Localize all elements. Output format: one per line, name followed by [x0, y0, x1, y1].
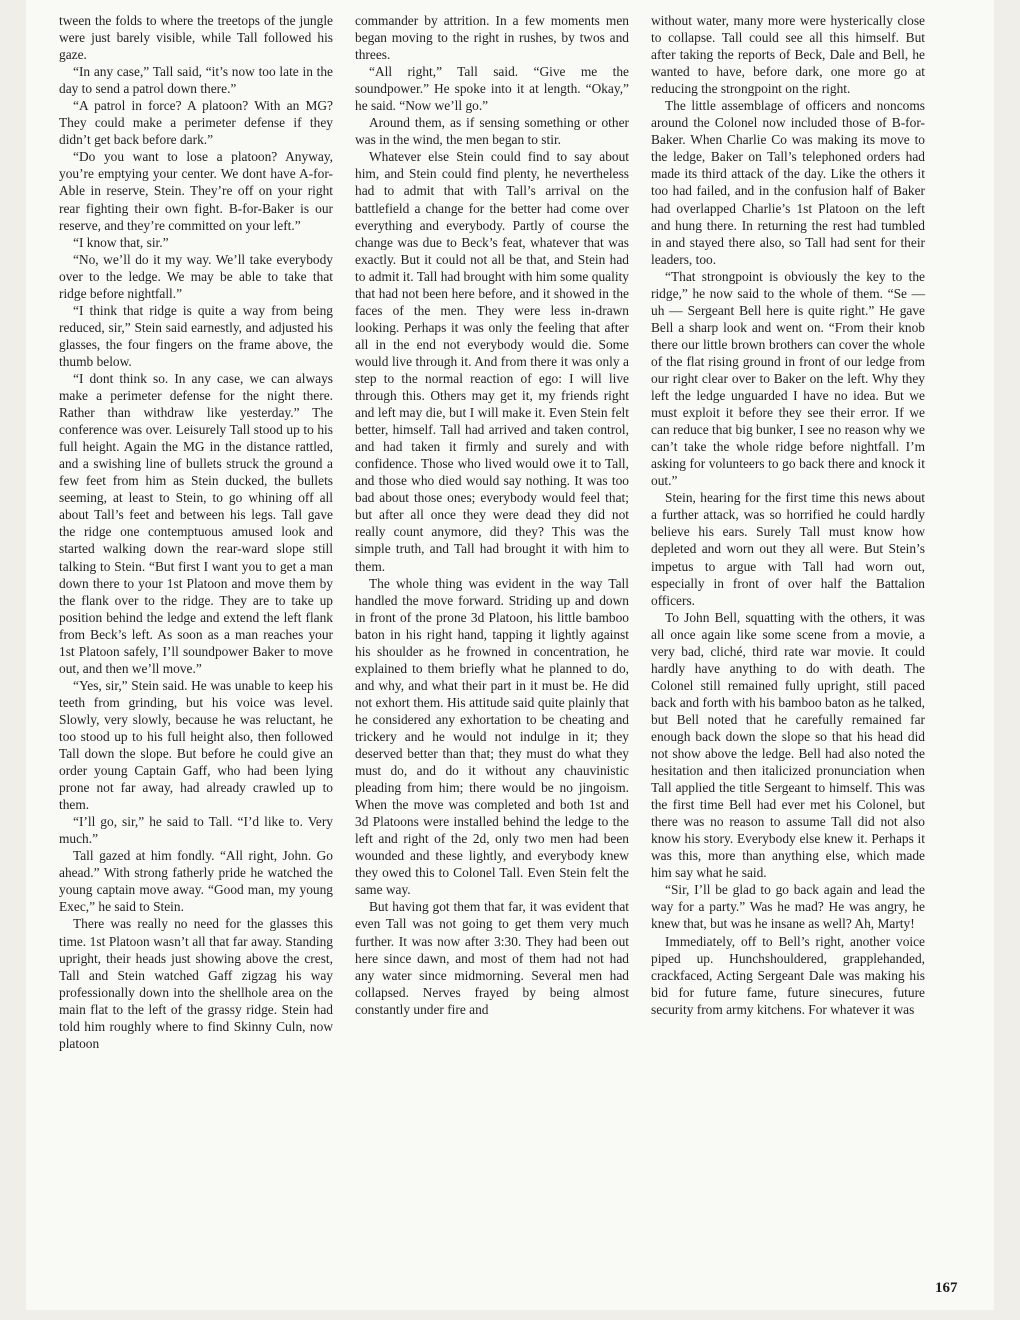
- paragraph: Whatever else Stein could find to say about him, and Stein could find plenty, he nevertheless had to admit that with Tall’s arrival on the battlefield a change for the better had come over everything and everybody. Partly of course the change was due to Beck’s feat, whatever that was exactly. But it could not all be that, and Stein had to admit it. Tall had brought with him some quality that had not been here before, and it showed in the faces of the men. They were less in-drawn looking. Perhaps it was only the feeling that after all in the end not everybody would die. Some would live through it. And from there it was only a step to the normal reaction of ego: I will live through this. Others may get it, my friends right and left may die, but I will make it. Even Stein felt better, himself. Tall had arrived and taken control, and had taken it firmly and surely and with confidence. Those who lived would owe it to Tall, and those who died would say nothing. It was too bad about those ones; everybody would feel that; but after all once they were dead they did not really count anymore, did they? This was the simple truth, and Tall had brought it with him to them.: [355, 149, 629, 574]
- paragraph: But having got them that far, it was evident that even Tall was not going to get them very much further. It was now after 3:30. They had been out here since dawn, and most of them had not had any water since midmorning. Several men had collapsed. Nerves frayed by being almost constantly under fire and: [355, 899, 629, 1017]
- paragraph: “I dont think so. In any case, we can always make a perimeter defense for the night there. Rather than withdraw like yesterday.” The conference was over. Leisurely Tall stood up to his full height. Again the MG in the distance rattled, and a swishing line of bullets struck the ground a few feet from him as Stein ducked, the bullets seeming, at least to Stein, to go whining off all about Tall’s feet and between his legs. Tall gave the ridge one contemptuous amused look and started walking down the rear-ward slope still talking to Stein. “But first I want you to get a man down there to your 1st Platoon and move them by the flank over to the ridge. They are to take up position behind the ledge and extend the left flank from Beck’s left. As soon as a man reaches your 1st Platoon safely, I’ll soundpower Baker to move out, and then we’ll move.”: [59, 370, 333, 676]
- paragraph: “In any case,” Tall said, “it’s now too late in the day to send a patrol down there.”: [59, 64, 333, 97]
- paragraph: There was really no need for the glasses this time. 1st Platoon wasn’t all that far away. Standing upright, their heads just showing above the crest, Tall and Stein watched Gaff zigzag his way professionally down into the shellhole area on the main flat to the left of the grassy ridge. Stein had told him roughly where to find Skinny Culn, now platoon: [59, 916, 333, 1051]
- paragraph: “Do you want to lose a platoon? Anyway, you’re emptying your center. We dont have A-for-Able in reserve, Stein. They’re off on your right rear fighting their own fight. B-for-Baker is our reserve, and they’re committed on your left.”: [59, 149, 333, 233]
- page-number: 167: [935, 1280, 958, 1296]
- paragraph: Around them, as if sensing something or other was in the wind, the men began to stir.: [355, 115, 629, 148]
- paragraph: Immediately, off to Bell’s right, another voice piped up. Hunchshouldered, grapplehanded, crackfaced, Acting Sergeant Dale was making his bid for future fame, future sinecures, future security from army kitchens. For whatever it was: [651, 933, 925, 1017]
- paragraph: “All right,” Tall said. “Give me the soundpower.” He spoke into it at length. “Okay,” he said. “Now we’ll go.”: [355, 64, 629, 114]
- text-column-2: [355, 12, 629, 1018]
- paragraph: “A patrol in force? A platoon? With an MG? They could make a perimeter defense if they didn’t get back before dark.”: [59, 98, 333, 148]
- text-column-3: [651, 12, 925, 1018]
- paragraph: “I’ll go, sir,” he said to Tall. “I’d like to. Very much.”: [59, 814, 333, 847]
- paragraph: The whole thing was evident in the way Tall handled the move forward. Striding up and down in front of the prone 3d Platoon, his little bamboo baton in his right hand, tapping it lightly against his shoulder as he frowned in concentration, he explained to them briefly what he planned to do, and why, and what their part in it must be. He did not exhort them. His attitude said quite plainly that he considered any exhortation to be cheating and trickery and he would not indulge in it; they deserved better than that; they must do what they must do, and do it without any chauvinistic pleading from him; there would be no jingoism. When the move was completed and both 1st and 3d Platoons were installed behind the ledge to the left and right of the 2d, only two men had been wounded and these lightly, and everybody knew they owed this to Colonel Tall. Even Stein felt the same way.: [355, 575, 629, 898]
- paragraph: without water, many more were hysterically close to collapse. Tall could see all this himself. But after taking the reports of Beck, Dale and Bell, he wanted to have, before dark, one more go at reducing the strongpoint on the right.: [651, 13, 925, 97]
- paragraph: Tall gazed at him fondly. “All right, John. Go ahead.” With strong fatherly pride he watched the young captain move away. “Good man, my young Exec,” he said to Stein.: [59, 848, 333, 915]
- paragraph: “I think that ridge is quite a way from being reduced, sir,” Stein said earnestly, and adjusted his glasses, the four fingers on the frame above, the thumb below.: [59, 302, 333, 369]
- paragraph: “I know that, sir.”: [73, 234, 169, 250]
- paragraph: commander by attrition. In a few moments men began moving to the right in rushes, by twos and threes.: [355, 13, 629, 63]
- paragraph: The little assemblage of officers and noncoms around the Colonel now included those of B-for-Baker. When Charlie Co was making its move to the ledge, Baker on Tall’s telephoned orders had made its third attack of the day. Like the others it too had failed, and in the confusion half of Baker had overlapped Charlie’s 1st Platoon on the left and hung there. In returning the rest had tumbled in and stayed there also, so Tall had sent for their leaders, too.: [651, 98, 925, 267]
- paragraph: tween the folds to where the treetops of the jungle were just barely visible, while Tall followed his gaze.: [59, 13, 333, 63]
- paragraph: “Yes, sir,” Stein said. He was unable to keep his teeth from grinding, but his voice was level. Slowly, very slowly, because he was reluctant, he too stood up to his full height also, then followed Tall down the slope. But before he could give an order young Captain Gaff, who had been lying prone not far away, had already crawled up to them.: [59, 677, 333, 813]
- text-column-1: [59, 12, 333, 1052]
- paragraph: “Sir, I’ll be glad to go back again and lead the way for a party.” Was he mad? He was angry, he knew that, but was he insane as well? Ah, Marty!: [651, 882, 925, 932]
- paragraph: Stein, hearing for the first time this news about a further attack, was so horrified he could hardly believe his ears. Surely Tall must know how depleted and worn out they all were. But Stein’s impetus to argue with Tall had worn out, especially in front of over half the Battalion officers.: [651, 490, 925, 608]
- paragraph: “That strongpoint is obviously the key to the ridge,” he now said to the whole of them. “Se — uh — Sergeant Bell here is quite right.” He gave Bell a sharp look and went on. “From their knob there our little brown brothers can cover the whole of the flat rising ground in front of our ledge from our right clear over to Baker on the left. Why they left the ledge unguarded I have no idea. But we must exploit it before they see their error. If we can reduce that big bunker, I see no reason why we can’t take the whole ridge before nightfall. I’m asking for volunteers to go back there and knock it out.”: [651, 268, 925, 489]
- paragraph: To John Bell, squatting with the others, it was all once again like some scene from a movie, a very bad, cliché, third rate war movie. It could hardly have anything to do with death. The Colonel still remained fully upright, still paced back and forth with his bamboo baton as he talked, but Bell noted that he carefully remained far enough back down the slope so that his head did not show above the ledge. Bell had also noted the hesitation and then italicized pronunciation when Tall applied the title Sergeant to himself. This was the first time Bell had ever met his Colonel, but there was no reason to assume Tall did not also know his story. Everybody else knew it. Perhaps it was this, more than anything else, which made him say what he said.: [651, 609, 925, 881]
- paragraph: “No, we’ll do it my way. We’ll take everybody over to the ledge. We may be able to take that ridge before nightfall.”: [59, 251, 333, 301]
